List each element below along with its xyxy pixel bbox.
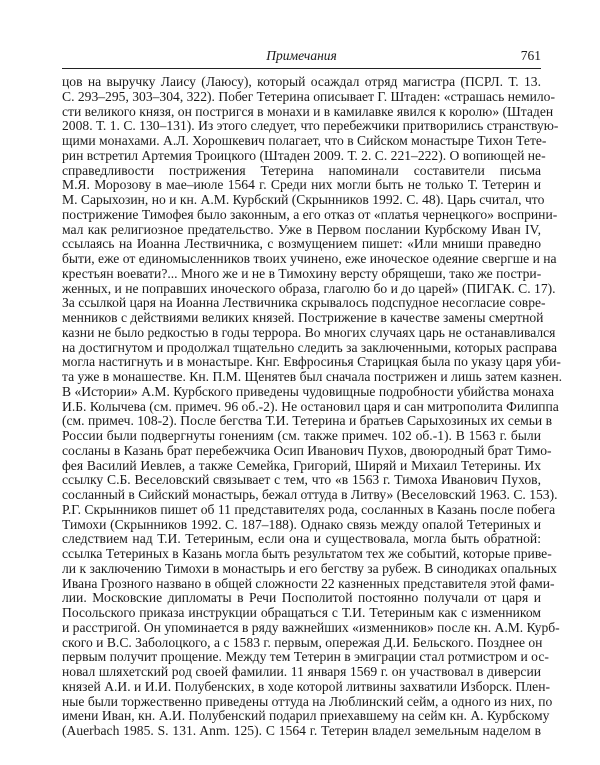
text-line: Ивана Грозного названо в общей сложности 22 казненных представителя этой фами-: [62, 575, 555, 591]
text-line: И.Б. Колычева (см. примеч. 96 об.-2). Не остановил царя и сан митрополита Филиппа: [62, 398, 559, 414]
text-line: справедливости пострижения Тетерина напоминали составители письма: [62, 162, 541, 178]
text-line: ные были торжественно приведены оттуда на Люблинский сейм, а одного из них, по: [62, 693, 553, 709]
text-line: ссылка Тетериных в Казань могла быть результатом тех же событий, которые приве-: [62, 546, 552, 561]
text-line: России были подвергнуты гонениям (см. также примеч. 102 об.-1). В 1563 г. были: [62, 428, 541, 443]
text-line: пострижение Тимофея было законным, а его отказ от «платья чернецкого» восприни-: [62, 206, 558, 222]
text-line: щими монахами. А.Л. Хорошкевич полагает, что в Сийском монастыре Тихон Тете-: [62, 133, 547, 148]
text-line: М. Сарыхозин, но и кн. А.М. Курбский (Скрынников 1992. С. 48). Царь считал, что: [62, 192, 545, 207]
text-line: ссылку С.Б. Веселовский связывает с тем, что «в 1563 г. Тимоха Иванович Пухов,: [62, 472, 541, 488]
text-line: быти, еже от единомысленников твоих учинено, еже иноческое одеяние свергше и на: [62, 251, 557, 266]
text-line: Посольского приказа инструкции обращаться с Т.И. Тетериным как с изменником: [62, 605, 541, 620]
text-line: (см. примеч. 108-2). После бегства Т.И. Тетерина и братьев Сарыхозиных их семьи в: [62, 413, 553, 429]
text-line: казни не было редкостью в годы террора. Во многих случаях царь не останавливался: [62, 324, 556, 340]
text-line: рин встретил Артемия Троицкого (Штаден 2009. Т. 2. С. 221–222). О вопиющей не-: [62, 147, 546, 163]
text-line: ли к заключению Тимохи в монастырь и его бегству за рубеж. В синодиках опальных: [62, 560, 557, 576]
text-line: ского и В.С. Заболоцкого, а с 1583 г. первым, опережая Д.И. Бельского. Позднее он: [62, 634, 543, 650]
text-line: Тимохи (Скрынников 1992. С. 187–188). Однако связь между опалой Тетериных и: [62, 516, 541, 532]
page-number: 761: [520, 48, 541, 63]
text-line: сосланы в Казань брат перебежчика Осип Иванович Пухов, двоюродный брат Тимо-: [62, 442, 552, 458]
text-line: первым получит прощение. Между тем Тетерин в эмиграции стал ротмистром и ос-: [62, 649, 549, 665]
header-rule: [62, 68, 541, 69]
text-line: крестьян воевати?... Много же и не в Тимохину версту обрящеши, тако же постри-: [62, 265, 542, 281]
text-line: Р.Г. Скрынников пишет об 11 представителях рода, сосланных в Казань после побега: [62, 501, 556, 517]
text-line: (Auerbach 1985. S. 131. Anm. 125). С 1564 г. Тетерин владел земельным наделом в: [62, 723, 541, 738]
text-line: князей А.И. и И.И. Полубенских, в ходе которой литвины захватили Изборск. Плен-: [62, 678, 550, 694]
text-line: и расстригой. Он упоминается в ряду важнейших «изменников» после кн. А.М. Курб-: [62, 619, 560, 635]
text-line: сти великого князя, он постригся в монахи и в камилавке явился к королю» (Штаден: [62, 103, 554, 119]
text-line: ссылаясь на Иоанна Лествичника, с возмущением пишет: «Или мниши праведно: [62, 236, 541, 252]
text-line: новал шляхетский род своей фамилии. 11 января 1569 г. он участвовал в диверсии: [62, 664, 541, 679]
text-line: на достигнутом и продолжал тщательно следить за заключенными, которых расправа: [62, 339, 557, 355]
running-header: [62, 48, 541, 66]
text-line: За ссылкой царя на Иоанна Лествичника скрывалось подспудное несогласие совре-: [62, 295, 546, 311]
text-line: следствием над Т.И. Тетериным, если она и существовала, могла быть обратной:: [62, 531, 541, 547]
text-line: С. 293–295, 303–304, 322). Побег Тетерина описывает Г. Штаден: «страшась немило-: [62, 88, 555, 104]
text-line: менников с действиями великих князей. Пострижение в качестве замены смертной: [62, 310, 544, 325]
notes-text: [62, 74, 562, 739]
text-line: лии. Московские дипломаты в Речи Посполитой постоянно получали от царя и: [62, 590, 541, 606]
text-line: фея Василий Иевлев, а также Семейка, Григорий, Ширяй и Михаил Тетерины. Их: [62, 457, 541, 473]
text-line: 2008. Т. 1. С. 130–131). Из этого следует, что перебежчики притворились странствую-: [62, 118, 559, 134]
running-header-title: Примечания: [266, 48, 337, 63]
text-line: женных, и не поправших иноческого образа, глаголю бо и до царей» (ПИГАК. С. 17).: [62, 280, 556, 296]
text-line: имени Иван, кн. А.И. Полубенский подарил приехавшему на сейм кн. А. Курбскому: [62, 708, 550, 724]
text-line: та уже в монашестве. Кн. П.М. Щенятев был сначала пострижен и лишь затем казнен.: [62, 369, 562, 384]
text-line: В «Истории» А.М. Курбского приведены чудовищные подробности убийства монаха: [62, 383, 555, 399]
text-line: М.Я. Морозову в мае–июле 1564 г. Среди них могли быть не только Т. Тетерин и: [62, 177, 541, 193]
text-line: мал как религиозное предательство. Уже в Первом послании Курбскому Иван IV,: [62, 221, 541, 237]
text-line: цов на выручку Лаису (Лаюсу), который осаждал отряд магистра (ПСРЛ. Т. 13.: [62, 74, 541, 89]
text-line: сосланный в Сийский монастырь, бежал оттуда в Литву» (Веселовский 1963. С. 153).: [62, 487, 558, 502]
text-line: могла настигнуть и в монастыре. Кнг. Евфросинья Старицкая была по указу царя уби-: [62, 354, 561, 370]
